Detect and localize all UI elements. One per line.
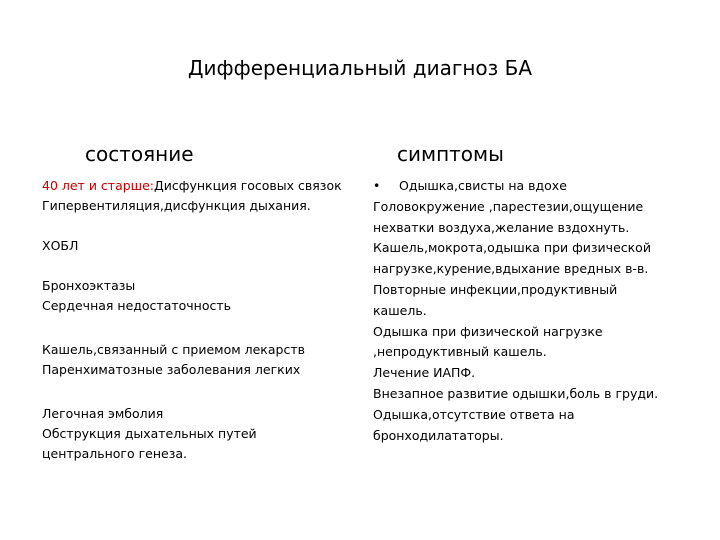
age-criterion: 40 лет и старше: bbox=[42, 178, 154, 193]
condition-line: ХОБЛ bbox=[42, 238, 79, 253]
condition-line: центрального генеза. bbox=[42, 446, 188, 461]
symptom-item: Повторные инфекции,продуктивный кашель. bbox=[373, 281, 618, 318]
condition-group-5 bbox=[42, 404, 360, 464]
condition-line: Обструкция дыхательных путей bbox=[42, 426, 257, 441]
symptom-item: Внезапное развитие одышки,боль в груди. bbox=[373, 385, 659, 401]
symptom-item: Одышка при физической нагрузке ,непродуктивный кашель. bbox=[373, 323, 603, 360]
symptom-text: Одышка,свисты на вдохе bbox=[399, 178, 567, 193]
condition-line: Легочная эмболия bbox=[42, 406, 164, 421]
condition-text: Дисфункция госовых связок bbox=[154, 178, 342, 193]
conditions-list bbox=[42, 176, 360, 464]
condition-line bbox=[42, 176, 360, 196]
symptom-item: Головокружение ,парестезии,ощущение нехватки воздуха,желание вздохнуть. bbox=[373, 198, 644, 235]
symptom-item bbox=[373, 176, 673, 197]
condition-line: Сердечная недостаточность bbox=[42, 298, 232, 313]
condition-group-2 bbox=[42, 236, 360, 256]
bullet-icon: • bbox=[373, 178, 381, 193]
condition-line: Паренхиматозные заболевания легких bbox=[42, 362, 301, 377]
condition-line: Гипервентиляция,дисфункция дыхания. bbox=[42, 198, 311, 213]
slide-title: Дифференциальный диагноз БА bbox=[187, 56, 533, 80]
condition-group-3 bbox=[42, 276, 360, 316]
symptom-item: Кашель,мокрота,одышка при физической нагрузке,курение,вдыхание вредных в-в. bbox=[373, 240, 651, 277]
symptoms-list bbox=[373, 176, 673, 446]
symptom-item: Лечение ИАПФ. bbox=[373, 365, 476, 381]
symptoms-column-header: симптомы bbox=[397, 142, 504, 166]
condition-group-4 bbox=[42, 340, 360, 380]
condition-column-header: состояние bbox=[85, 142, 194, 166]
condition-line: Кашель,связанный с приемом лекарств bbox=[42, 342, 305, 357]
condition-group-1 bbox=[42, 176, 360, 216]
condition-line: Бронхоэктазы bbox=[42, 278, 136, 293]
symptom-item: Одышка,отсутствие ответа на бронходилататоры. bbox=[373, 406, 575, 443]
